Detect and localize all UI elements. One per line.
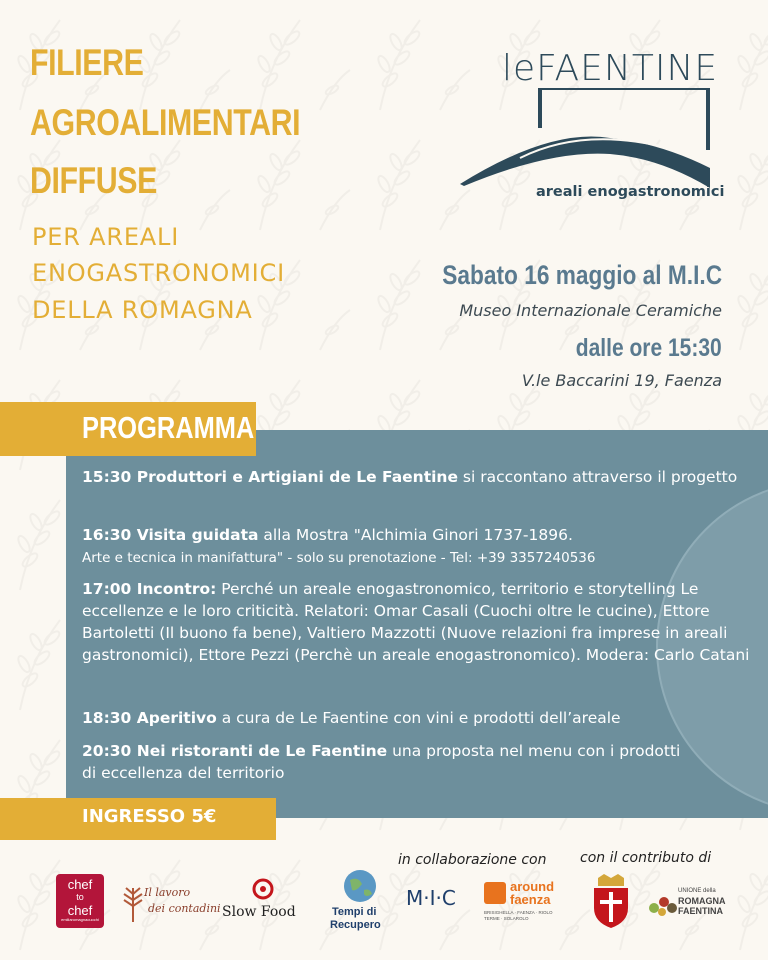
logo-wordmark <box>502 48 718 89</box>
lavoro-line2: dei contadini <box>148 902 221 915</box>
program-item-4-text: a cura de Le Faentine con vini e prodotti dell’areale <box>216 709 621 727</box>
around-sub: BRISIGHELLA · FAENZA · RIOLO TERME · SOLAROLO <box>484 910 553 921</box>
title-line-2: AGROALIMENTARI <box>30 102 301 143</box>
program-item-4 <box>82 707 762 729</box>
collab-label: in collaborazione con <box>398 852 547 868</box>
program-heading-tab <box>0 402 256 456</box>
program-item-3-text: Perché un areale enogastronomico, territorio e storytelling Le eccellenze e le loro criticità. Relatori: Omar Casali (Cuochi oltre le cucine), Ettore Bartoletti (Il buono fa bene), Valtiero Mazzotti (Nuove relazioni fra imprese in areali gastronomici), Ettore Pezzi (Perchè un areale enogastronomico). Modera: Carlo Catani <box>82 580 750 664</box>
program-item-5-text: una proposta nel menu con i prodotti di eccellenza del territorio <box>82 742 681 782</box>
program-item-2-note: Arte e tecnica in manifattura" - solo su prenotazione - Tel: +39 3357240536 <box>82 550 596 566</box>
lavoro-contadini-logo <box>118 878 221 924</box>
chef-to-chef-logo <box>56 874 104 928</box>
event-time: dalle ore 15:30 <box>576 334 722 362</box>
title-line-3: DIFFUSE <box>30 160 157 201</box>
unione-romagna-logo <box>648 882 728 922</box>
logo-tagline: areali enogastronomici <box>536 184 725 200</box>
unione-line2: ROMAGNA <box>678 896 726 906</box>
ingresso-text: INGRESSO 5€ <box>82 806 217 827</box>
program-item-5 <box>82 740 682 784</box>
around-faenza-logo <box>484 880 560 926</box>
tempi-line2: Recupero <box>330 919 381 931</box>
title-line-1: FILIERE <box>30 42 144 83</box>
chef-logo-line3: chef <box>67 903 93 918</box>
logo-le: le <box>502 48 537 89</box>
program-item-3-title: 17:00 Incontro: <box>82 580 217 598</box>
faenza-crest-icon <box>590 874 632 928</box>
logo-faentine: FAENTINE <box>536 48 719 89</box>
globe-icon <box>342 868 378 904</box>
around-faenza-icon <box>484 882 506 904</box>
program-item-2-title: 16:30 Visita guidata <box>82 526 259 544</box>
program-item-5-title: 20:30 Nei ristoranti de Le Faentine <box>82 742 388 760</box>
chef-logo-line2: to <box>76 892 84 902</box>
around-line2: faenza <box>510 892 551 907</box>
slow-food-text: Slow Food <box>222 904 296 920</box>
chef-logo-sub: emiliaromagnacuochi <box>61 917 99 922</box>
unione-line3: FAENTINA <box>678 906 723 916</box>
snail-icon <box>250 878 276 900</box>
program-item-1-text: si raccontano attraverso il progetto <box>457 468 738 486</box>
subtitle-line-3: DELLA ROMAGNA <box>32 296 253 324</box>
event-venue: Museo Internazionale Ceramiche <box>459 301 722 320</box>
around-line1: around <box>510 879 555 894</box>
program-panel <box>66 430 768 818</box>
program-item-3 <box>82 578 762 666</box>
ingresso-badge <box>0 798 276 840</box>
program-item-2-text: alla Mostra "Alchimia Ginori 1737-1896. <box>258 526 573 544</box>
tempi-recupero-logo <box>326 868 396 934</box>
contrib-label: con il contributo di <box>580 850 712 866</box>
program-item-1-title: 15:30 Produttori e Artigiani de Le Faentine <box>82 468 458 486</box>
program-item-2 <box>82 524 762 569</box>
unione-dots-icon <box>648 890 678 916</box>
subtitle-line-2: ENOGASTRONOMICI <box>32 259 285 287</box>
tempi-line1: Tempi di <box>332 906 377 918</box>
slow-food-logo <box>222 878 314 928</box>
program-heading: PROGRAMMA <box>82 410 255 445</box>
unione-line1: UNIONE della <box>678 888 716 894</box>
program-item-1 <box>82 466 762 488</box>
mic-logo: M·I·C <box>406 886 456 910</box>
le-faentine-logo <box>460 44 730 214</box>
event-address: V.le Baccarini 19, Faenza <box>521 371 722 390</box>
subtitle-line-1: PER AREALI <box>32 223 180 251</box>
program-item-4-title: 18:30 Aperitivo <box>82 709 217 727</box>
logo-hills-icon <box>460 88 730 198</box>
lavoro-line1: Il lavoro <box>144 886 191 899</box>
event-date: Sabato 16 maggio al M.I.C <box>442 260 722 290</box>
chef-logo-line1: chef <box>67 877 93 892</box>
